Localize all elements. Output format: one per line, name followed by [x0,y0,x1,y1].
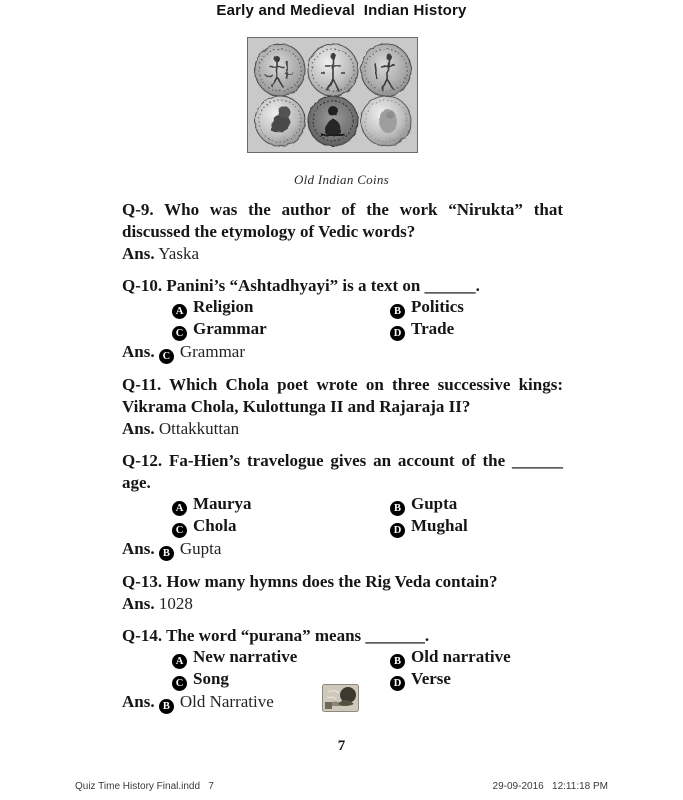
page-number: 7 [337,738,346,754]
option-item [172,516,390,538]
option-item [390,494,563,516]
question-block-q11 [122,374,563,440]
option-label: Politics [411,297,464,316]
option-marker-icon: D [390,523,405,538]
answer-text: 1028 [158,594,193,613]
question-text: Which Chola poet wrote on three successive kings: Vikrama Chola, Kulottunga II and Rajaraja II? [122,375,563,416]
option-label: Religion [193,297,254,316]
option-item [390,669,563,691]
printers-mark-right: 29-09-2016 12:11:18 PM [492,781,608,792]
option-marker-icon: C [172,523,187,538]
answer-marker-icon: B [159,699,174,714]
question-id: Q-12. [122,451,163,470]
figure-caption: Old Indian Coins [293,172,390,187]
answer-line [122,341,563,364]
answer-text: Gupta [179,539,222,558]
option-marker-icon: A [172,654,187,669]
option-label: Gupta [411,494,458,513]
page-title: Early and Medieval Indian History [216,2,467,19]
question-text: Fa-Hien’s travelogue gives an account of the ______ age. [122,451,564,492]
option-label: New narrative [193,647,298,666]
answer-line [122,593,563,615]
answer-marker-icon: C [159,349,174,364]
option-item [172,297,390,319]
option-item [390,319,563,341]
printers-marks [75,781,608,792]
question-block-q12 [122,450,563,561]
option-marker-icon: C [172,676,187,691]
question-id: Q-11. [122,375,162,394]
inline-thumbnail-image [322,684,359,712]
answer-label: Ans. [122,419,155,438]
option-item [172,319,390,341]
question-id: Q-13. [122,572,163,591]
question-id: Q-14. [122,626,163,645]
question-text: How many hymns does the Rig Veda contain? [166,572,498,591]
option-marker-icon: C [172,326,187,341]
options-grid [122,494,563,538]
printers-mark-left: Quiz Time History Final.indd 7 [75,781,214,792]
answer-label: Ans. [122,692,155,711]
option-marker-icon: A [172,501,187,516]
answer-line [122,418,563,440]
option-label: Verse [411,669,451,688]
option-label: Mughal [411,516,468,535]
option-item [390,297,563,319]
answer-label: Ans. [122,244,155,263]
option-label: Grammar [193,319,267,338]
option-item [390,647,563,669]
question-block-q9 [122,199,563,265]
option-item [172,647,390,669]
option-label: Chola [193,516,237,535]
quiz-content [122,199,563,724]
answer-line [122,243,563,265]
question-text: Who was the author of the work “Nirukta” that discussed the etymology of Vedic words? [122,200,563,241]
option-marker-icon: D [390,326,405,341]
question-text: Panini’s “Ashtadhyayi” is a text on ______. [166,276,480,295]
option-item [172,494,390,516]
question-block-q10 [122,275,563,364]
answer-label: Ans. [122,539,155,558]
option-label: Song [193,669,229,688]
question-id: Q-10. [122,276,163,295]
answer-text: Yaska [158,244,200,263]
answer-label: Ans. [122,342,155,361]
options-grid [122,297,563,341]
question-block-q13 [122,571,563,615]
answer-text: Old Narrative [179,692,274,711]
option-item [390,516,563,538]
answer-text: Ottakkuttan [158,419,240,438]
answer-label: Ans. [122,594,155,613]
answer-text: Grammar [179,342,245,361]
coin-image [253,43,412,147]
question-id: Q-9. [122,200,154,219]
answer-marker-icon: B [159,546,174,561]
question-text: The word “purana” means _______. [166,626,430,645]
option-marker-icon: A [172,304,187,319]
option-marker-icon: D [390,676,405,691]
option-label: Maurya [193,494,252,513]
coins-figure [247,37,418,153]
answer-line [122,538,563,561]
option-marker-icon: B [390,304,405,319]
option-label: Trade [411,319,455,338]
option-marker-icon: B [390,654,405,669]
option-marker-icon: B [390,501,405,516]
option-label: Old narrative [411,647,511,666]
